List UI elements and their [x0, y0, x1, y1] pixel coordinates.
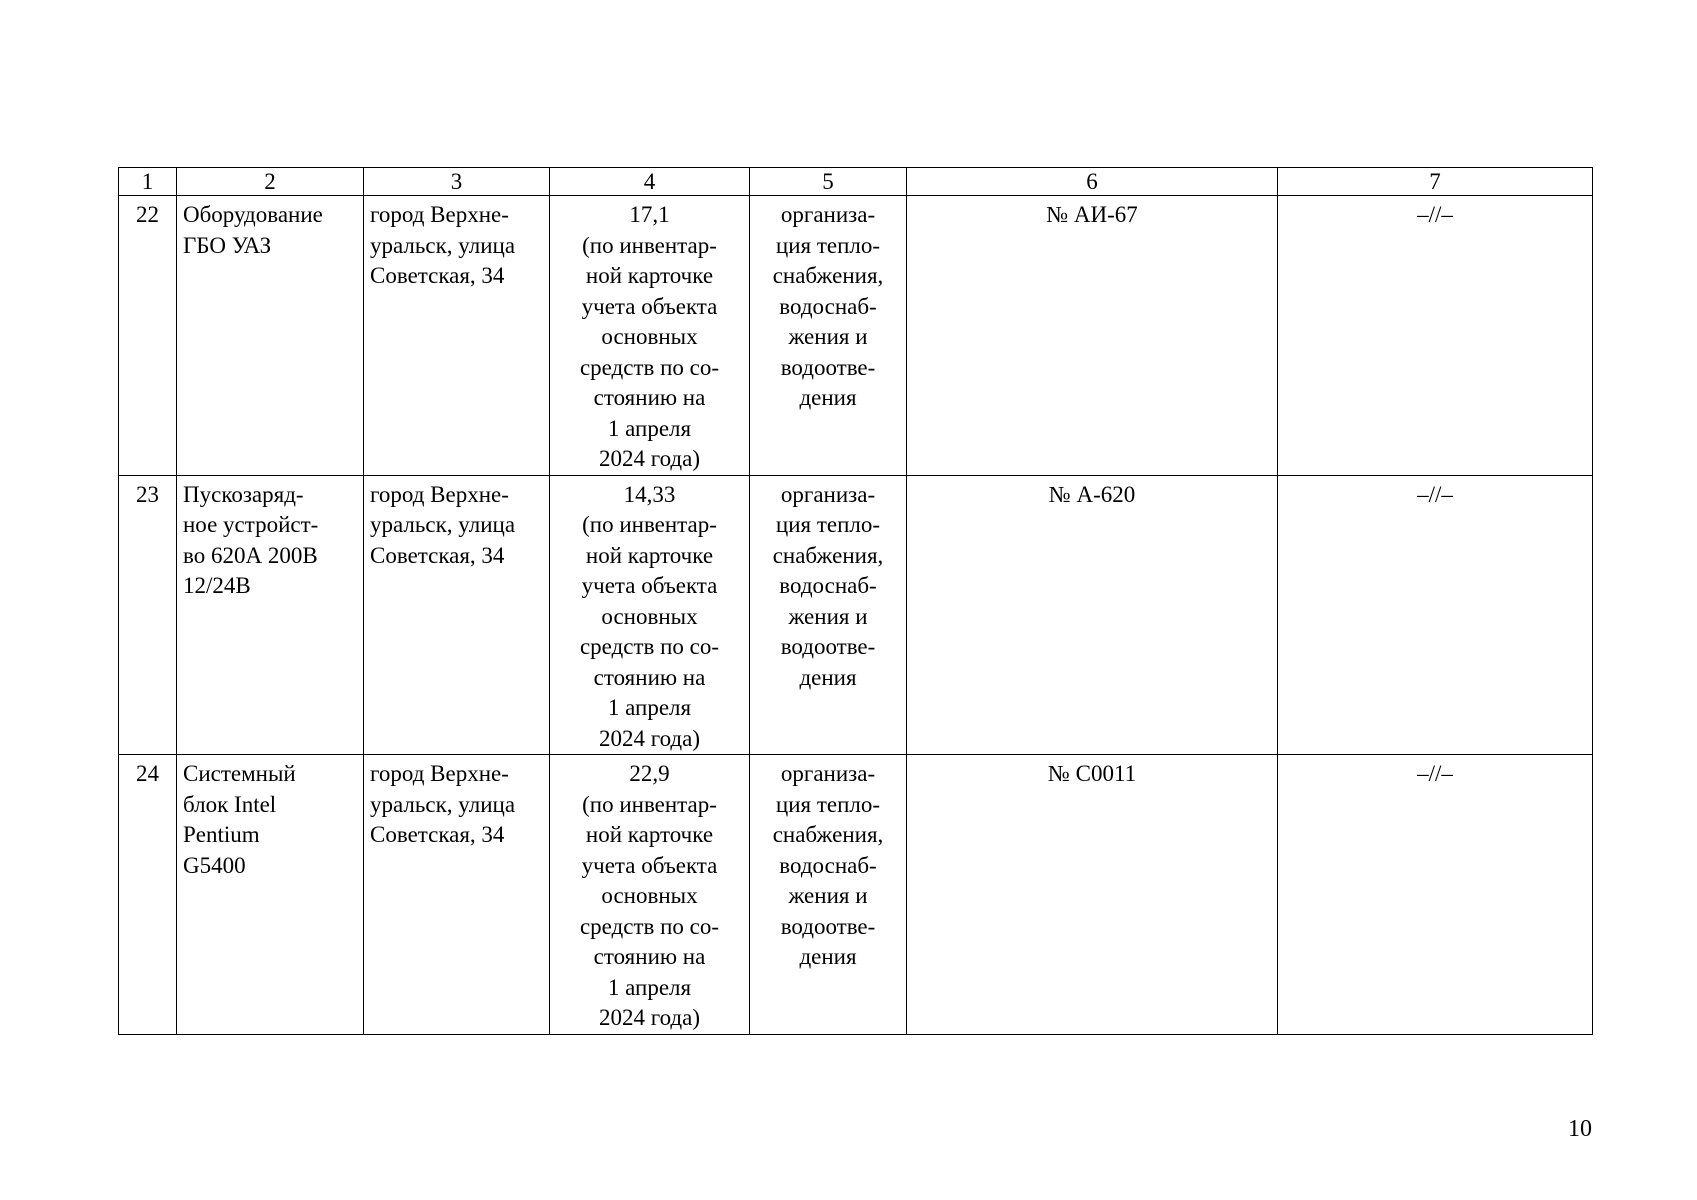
- inventory-number-cell: № АИ-67: [907, 196, 1278, 476]
- asset-name-cell: [177, 755, 364, 1035]
- value-line: 17,1: [629, 202, 670, 227]
- note-cell: –//–: [1278, 755, 1593, 1035]
- holder-line: организа-: [780, 761, 876, 786]
- col-header-7: 7: [1278, 168, 1593, 196]
- inventory-number-cell: № С0011: [907, 755, 1278, 1035]
- table-body: [119, 168, 1593, 1035]
- value-line: основных: [601, 324, 698, 349]
- address-line: уральск, улица: [370, 791, 516, 817]
- col-header-2: 2: [177, 168, 364, 196]
- row-number: 22: [119, 196, 177, 476]
- col-header-1: 1: [119, 168, 177, 196]
- holder-line: водоотве-: [780, 634, 876, 659]
- holder-line: ция тепло-: [775, 791, 881, 817]
- holder-line: дения: [799, 385, 857, 410]
- table-row: [119, 755, 1593, 1035]
- value-line: (по инвентар-: [582, 791, 717, 817]
- address-line: Советская, 34: [370, 822, 505, 847]
- value-line: ной карточке: [585, 263, 714, 288]
- value-line: 22,9: [629, 761, 670, 786]
- col-header-3: 3: [364, 168, 550, 196]
- value-line: 1 апреля: [607, 695, 692, 720]
- holder-line: водоснаб-: [779, 573, 877, 598]
- address-line: город Верхне-: [370, 202, 509, 227]
- note-cell: –//–: [1278, 196, 1593, 476]
- value-line: средств по со-: [579, 913, 720, 939]
- page-number: 10: [1568, 1116, 1592, 1142]
- holder-line: водоснаб-: [779, 293, 877, 319]
- holder-line: ция тепло-: [775, 232, 881, 258]
- table-row: [119, 475, 1593, 755]
- asset-name-line: G5400: [183, 852, 246, 878]
- value-line: основных: [601, 883, 698, 908]
- value-line: средств по со-: [579, 634, 720, 659]
- value-cell: [550, 475, 750, 755]
- address-cell: [364, 755, 550, 1035]
- value-line: 2024 года): [598, 446, 701, 471]
- value-line: 2024 года): [598, 1005, 701, 1030]
- header-row: [119, 168, 1593, 196]
- address-line: Советская, 34: [370, 263, 505, 288]
- value-line: учета объекта: [581, 293, 718, 319]
- holder-line: водоотве-: [780, 913, 876, 939]
- value-line: ной карточке: [585, 822, 714, 847]
- address-line: город Верхне-: [370, 761, 509, 786]
- row-number: 24: [119, 755, 177, 1035]
- inventory-number-cell: № А-620: [907, 475, 1278, 755]
- value-line: (по инвентар-: [582, 512, 717, 537]
- asset-name-cell: [177, 196, 364, 476]
- value-line: средств по со-: [579, 354, 720, 380]
- holder-cell: [750, 196, 907, 476]
- holder-cell: [750, 475, 907, 755]
- assets-table: [118, 167, 1593, 1035]
- asset-name-cell: [177, 475, 364, 755]
- holder-line: водоснаб-: [779, 852, 877, 878]
- holder-line: ция тепло-: [775, 512, 881, 537]
- holder-line: снабжения,: [772, 263, 884, 288]
- holder-line: дения: [799, 664, 857, 690]
- address-line: Советская, 34: [370, 542, 505, 568]
- holder-line: организа-: [780, 481, 876, 507]
- value-line: (по инвентар-: [582, 232, 717, 258]
- asset-name-line: 12/24В: [183, 573, 251, 598]
- value-cell: [550, 755, 750, 1035]
- value-line: 14,33: [623, 481, 676, 507]
- value-line: учета объекта: [581, 573, 718, 598]
- asset-name-line: Системный: [183, 761, 296, 786]
- address-line: уральск, улица: [370, 232, 516, 258]
- holder-cell: [750, 755, 907, 1035]
- value-line: стоянию на: [593, 944, 706, 969]
- holder-line: жения и: [788, 883, 868, 908]
- asset-name-line: ное устройст-: [183, 512, 319, 537]
- value-line: учета объекта: [581, 852, 718, 878]
- address-cell: [364, 196, 550, 476]
- value-line: 2024 года): [598, 725, 701, 751]
- note-cell: –//–: [1278, 475, 1593, 755]
- asset-name-line: Pentium: [183, 822, 260, 847]
- address-cell: [364, 475, 550, 755]
- holder-line: жения и: [788, 324, 868, 349]
- table-row: [119, 196, 1593, 476]
- col-header-4: 4: [550, 168, 750, 196]
- address-line: уральск, улица: [370, 512, 516, 537]
- address-line: город Верхне-: [370, 481, 509, 507]
- asset-name-line: Оборудование: [183, 202, 323, 227]
- holder-line: жения и: [788, 603, 868, 629]
- value-line: ной карточке: [585, 542, 714, 568]
- holder-line: организа-: [780, 202, 876, 227]
- holder-line: снабжения,: [772, 822, 884, 847]
- col-header-6: 6: [907, 168, 1278, 196]
- asset-name-line: во 620А 200В: [183, 542, 318, 568]
- value-line: стоянию на: [593, 385, 706, 410]
- value-line: 1 апреля: [607, 974, 692, 1000]
- asset-name-line: Пускозаряд-: [183, 481, 304, 507]
- holder-line: дения: [799, 944, 857, 969]
- asset-name-line: ГБО УАЗ: [183, 232, 272, 258]
- holder-line: снабжения,: [772, 542, 884, 568]
- col-header-5: 5: [750, 168, 907, 196]
- value-line: стоянию на: [593, 664, 706, 690]
- value-cell: [550, 196, 750, 476]
- row-number: 23: [119, 475, 177, 755]
- holder-line: водоотве-: [780, 354, 876, 380]
- value-line: основных: [601, 603, 698, 629]
- asset-name-line: блок Intel: [183, 791, 277, 817]
- value-line: 1 апреля: [607, 415, 692, 441]
